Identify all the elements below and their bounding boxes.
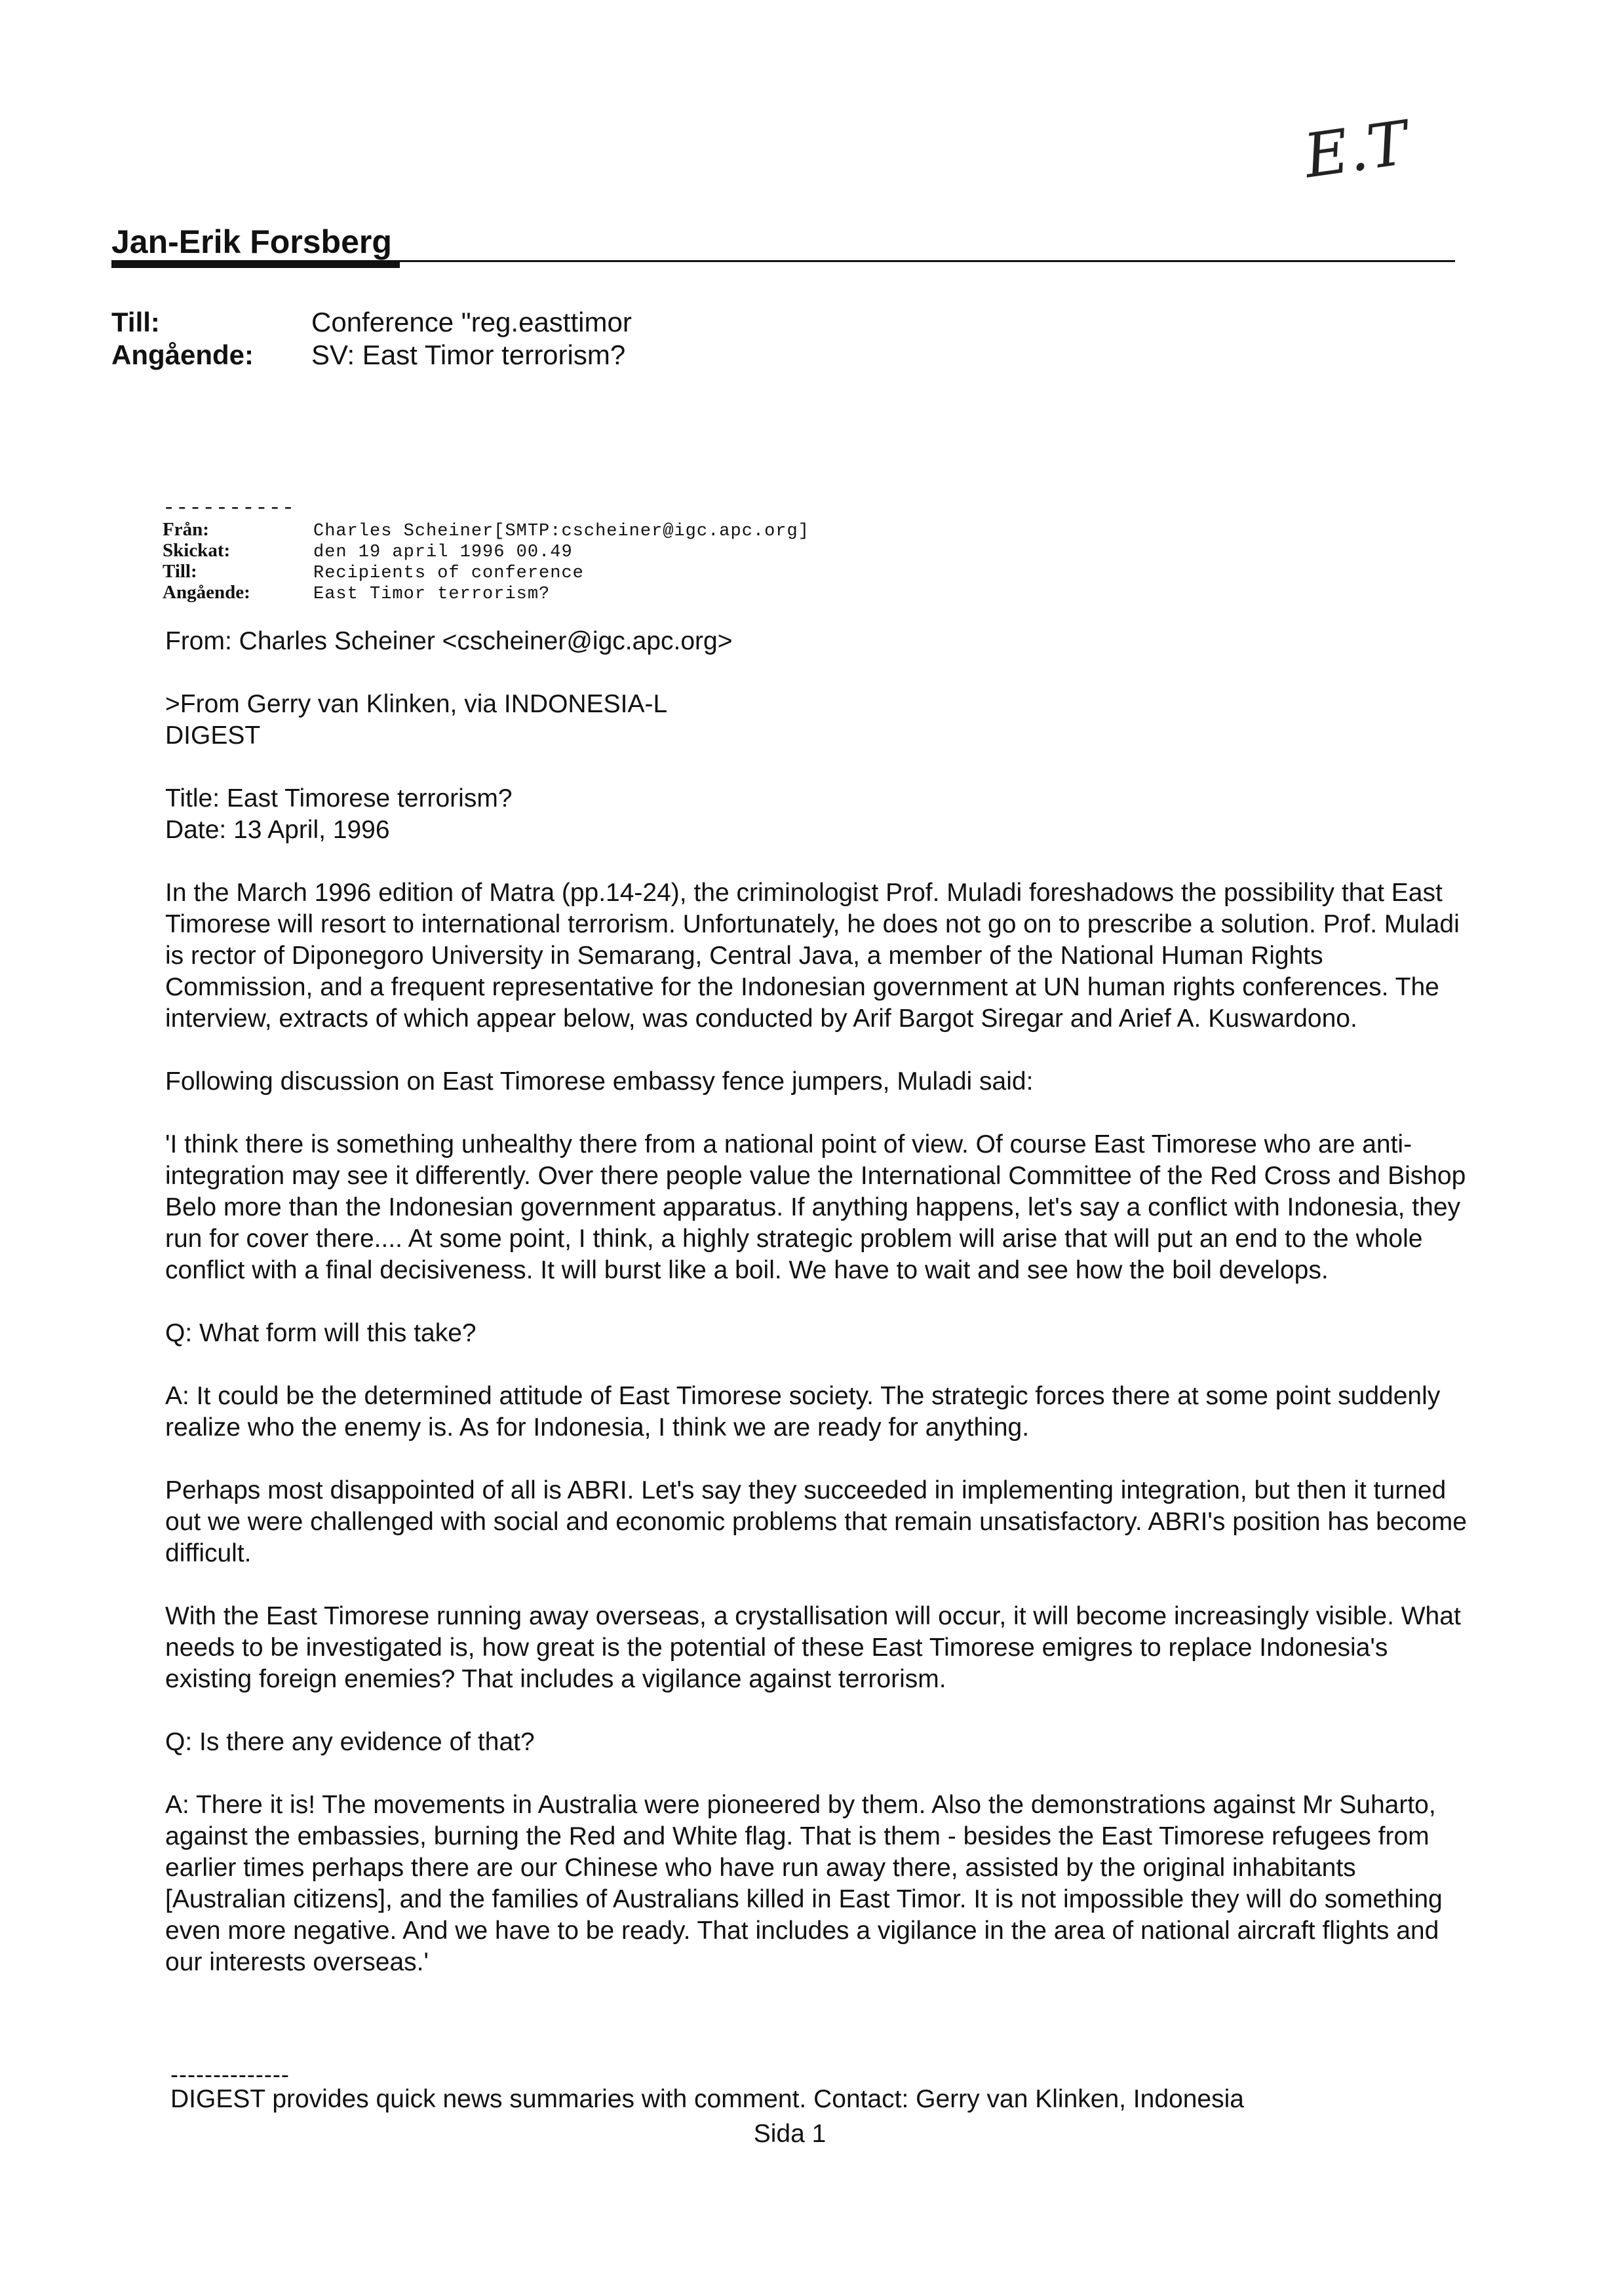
message-body — [165, 626, 1469, 1978]
paragraph: 'I think there is something unhealthy there from a national point of view. Of course East Timorese who are anti-integration may see it differently. Over there people value the International Committee of the Red Cross and Bishop Belo more than the Indonesian government apparatus. If anything happens, let's say a conflict with Indonesia, they run for cover there.... At some point, I think, a highly strategic problem will arise that will put an end to the whole conflict with a final decisiveness. It will burst like a boil. We have to wait and see how the boil develops. — [165, 1130, 1466, 1284]
header-rule-bold — [111, 260, 400, 268]
to-label: Till: — [111, 307, 160, 337]
via-line: >From Gerry van Klinken, via INDONESIA-L — [165, 690, 668, 718]
date-line: Date: 13 April, 1996 — [165, 816, 390, 844]
forwarded-sent-row — [163, 540, 809, 561]
paragraph: In the March 1996 edition of Matra (pp.14-24), the criminologist Prof. Muladi foreshadows the possibility that East Timorese will resort to international terrorism. Unfortunately, he does not go on to prescribe a solution. Prof. Muladi is rector of Diponegoro University in Semarang, Central Java, a member of the National Human Rights Commission, and a frequent representative for the Indonesian government at UN human rights conferences. The interview, extracts of which appear below, was conducted by Arif Bargot Siregar and Arief A. Kuswardono. — [165, 879, 1460, 1033]
handwritten-annotation: E.T — [1300, 107, 1412, 192]
answer: A: It could be the determined attitude of East Timorese society. The strategic forces there at some point suddenly realize who the enemy is. As for Indonesia, I think we are ready for anything. — [165, 1382, 1441, 1442]
subject-label: Angående: — [111, 339, 254, 370]
question: Q: Is there any evidence of that? — [165, 1728, 535, 1756]
sender-name: Jan-Erik Forsberg — [111, 223, 392, 260]
forwarded-from-value: Charles Scheiner[SMTP:cscheiner@igc.apc.org] — [313, 522, 809, 541]
from-line: From: Charles Scheiner <cscheiner@igc.apc.org> — [165, 627, 733, 655]
forwarded-to-label: Till: — [163, 561, 197, 582]
forwarded-to-value: Recipients of conference — [313, 564, 584, 583]
forwarded-to-row — [163, 561, 809, 582]
forwarded-sent-value: den 19 april 1996 00.49 — [313, 543, 573, 562]
forwarded-from-row — [163, 519, 809, 540]
subject-value: SV: East Timor terrorism? — [311, 339, 626, 370]
forwarded-subject-row — [163, 582, 809, 603]
footer-separator: -------------- — [170, 2061, 290, 2088]
forwarded-sent-label: Skickat: — [163, 540, 231, 561]
title-line: Title: East Timorese terrorism? — [165, 784, 513, 813]
answer: A: There it is! The movements in Australia were pioneered by them. Also the demonstrations against Mr Suharto, against the embassies, burning the Red and White flag. That is them - besides the East Timorese refugees from earlier times perhaps there are our Chinese who have run away there, assisted by the original inhabitants [Australian citizens], and the families of Australians killed in East Timor. It is not impossible they will do something even more negative. And we have to be ready. That includes a vigilance in the area of national aircraft flights and our interests overseas.' — [165, 1791, 1443, 1976]
forwarded-from-label: Från: — [163, 519, 209, 540]
page-number: Sida 1 — [753, 2120, 827, 2148]
footer-note: DIGEST provides quick news summaries with comment. Contact: Gerry van Klinken, Indonesia — [170, 2085, 1244, 2113]
to-row — [111, 307, 632, 338]
subject-row — [111, 339, 625, 371]
forwarded-subject-label: Angående: — [163, 582, 250, 603]
forwarded-subject-value: East Timor terrorism? — [313, 584, 551, 604]
to-value: Conference "reg.easttimor — [311, 307, 632, 337]
paragraph: With the East Timorese running away overseas, a crystallisation will occur, it will become increasingly visible. What needs to be investigated is, how great is the potential of these East Timorese emigres to replace Indonesia's existing foreign enemies? That includes a vigilance against terrorism. — [165, 1602, 1461, 1693]
via-line-digest: DIGEST — [165, 721, 261, 750]
paragraph: Perhaps most disappointed of all is ABRI. Let's say they succeeded in implementing integration, but then it turned out we were challenged with social and economic problems that remain unsatisfactory. ABRI's position has become difficult. — [165, 1476, 1467, 1567]
forwarded-header — [163, 498, 809, 603]
question: Q: What form will this take? — [165, 1319, 477, 1347]
paragraph: Following discussion on East Timorese embassy fence jumpers, Muladi said: — [165, 1067, 1034, 1096]
forwarded-separator: ---------- — [163, 496, 296, 520]
